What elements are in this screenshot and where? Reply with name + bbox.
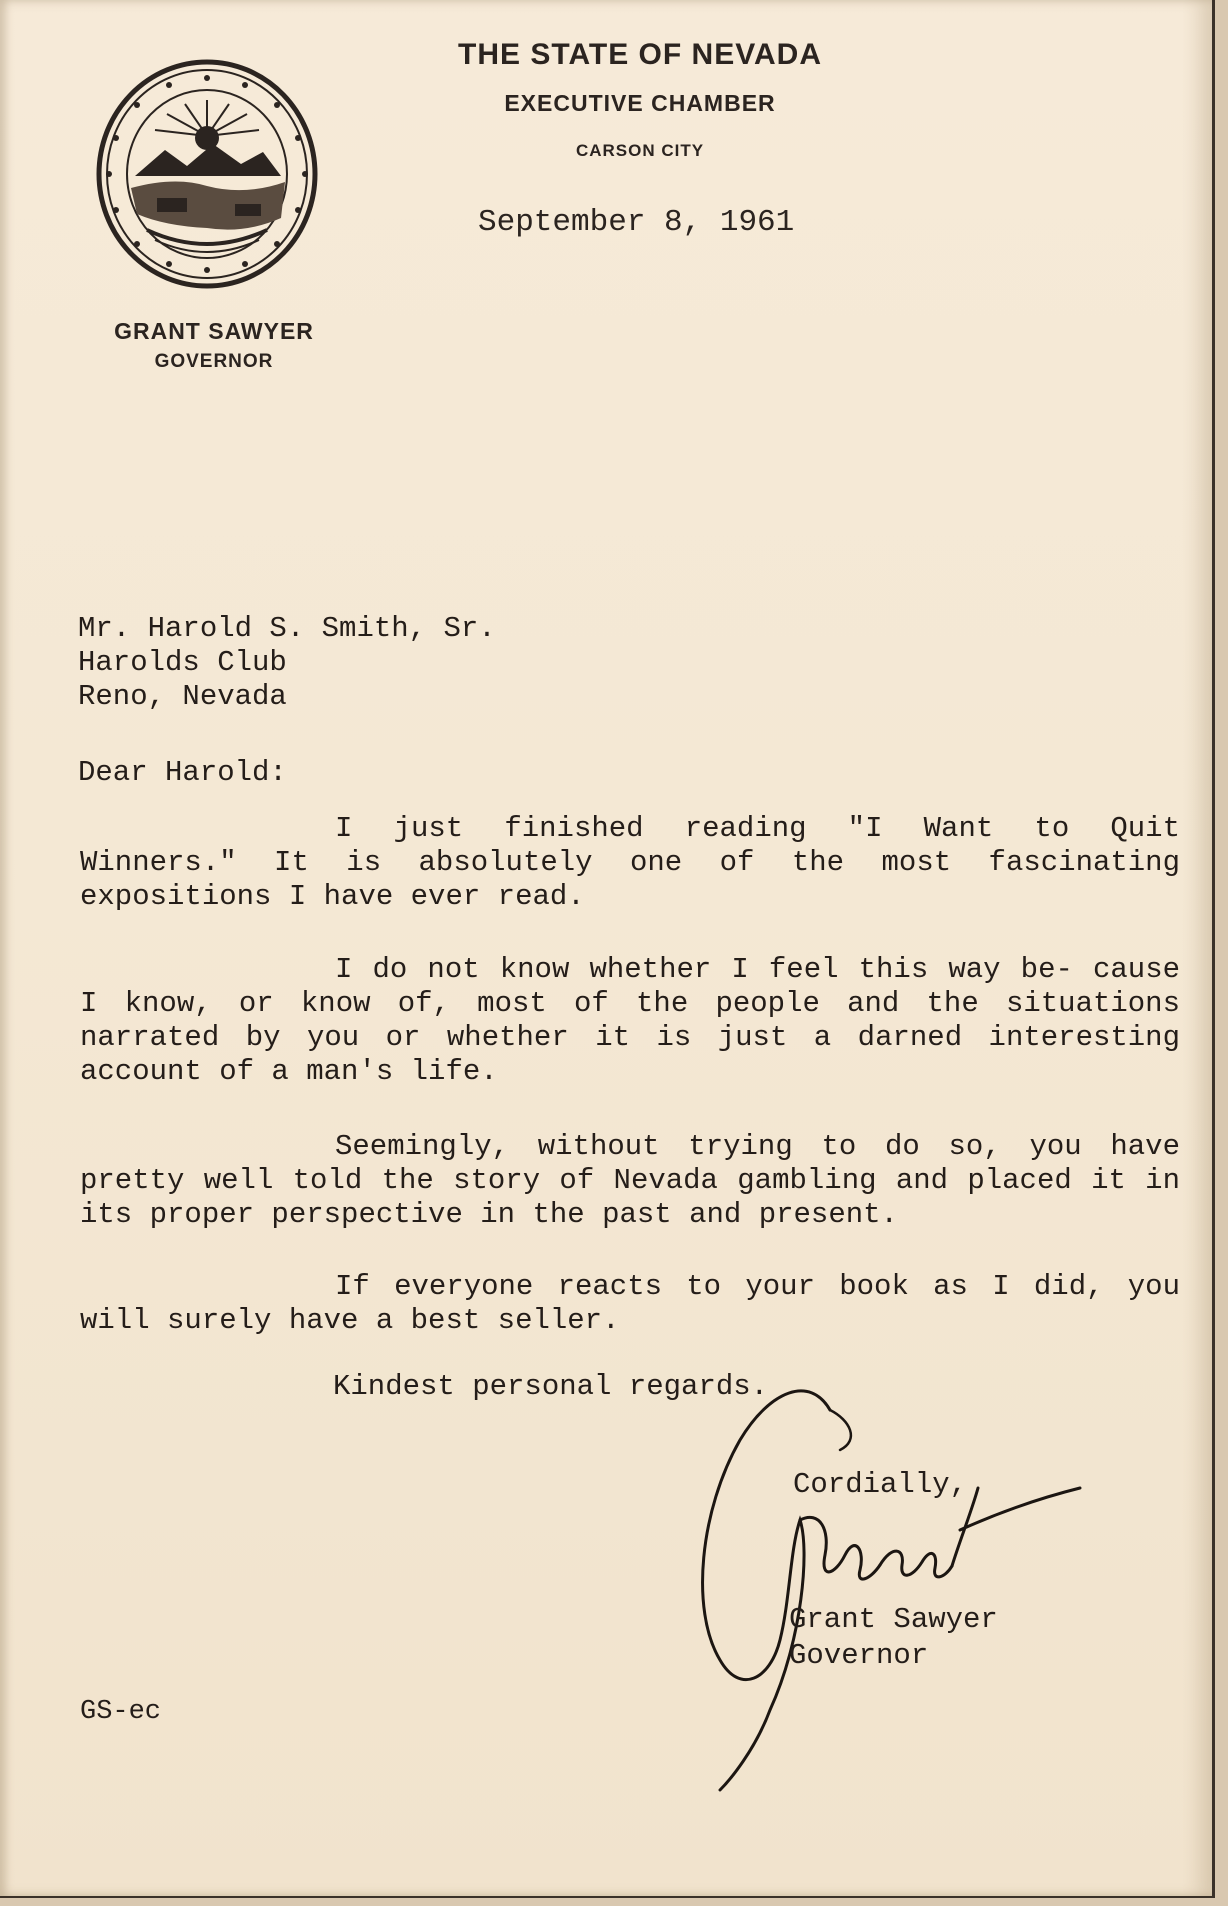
signer-title: Governor bbox=[789, 1639, 929, 1672]
regards-line: Kindest personal regards. bbox=[333, 1370, 769, 1403]
body-paragraph-3-text: Seemingly, without trying to do so, you have pretty well told the story of Nevada gambling and placed it in its proper perspective in the past and present. bbox=[80, 1130, 1180, 1231]
typist-initials: GS-ec bbox=[80, 1697, 162, 1727]
salutation: Dear Harold: bbox=[78, 756, 287, 789]
recipient-address bbox=[78, 612, 496, 714]
body-paragraph-2 bbox=[80, 953, 1180, 1089]
signer-name: Grant Sawyer bbox=[789, 1603, 998, 1636]
letterhead-city: CARSON CITY bbox=[575, 141, 705, 160]
signature-image bbox=[660, 1380, 1100, 1800]
governor-title: GOVERNOR bbox=[154, 351, 274, 372]
body-paragraph-1-text: I just finished reading "I Want to Quit Winners." It is absolutely one of the most fascinating expositions I have ever read. bbox=[80, 812, 1180, 913]
body-paragraph-2-text: I do not know whether I feel this way be- cause I know, or know of, most of the people and the situations narrated by you or whether it is just a darned interesting account of a man's life. bbox=[80, 953, 1180, 1088]
letter-date: September 8, 1961 bbox=[478, 205, 795, 240]
body-paragraph-3 bbox=[80, 1130, 1180, 1232]
recipient-line-1: Mr. Harold S. Smith, Sr. bbox=[78, 612, 496, 645]
body-paragraph-4 bbox=[80, 1270, 1180, 1338]
governor-name: GRANT SAWYER bbox=[114, 318, 314, 344]
state-seal-icon bbox=[95, 58, 319, 290]
governor-header bbox=[84, 318, 344, 373]
body-paragraph-1 bbox=[80, 812, 1180, 914]
signer-block bbox=[789, 1602, 998, 1674]
letterhead-state: THE STATE OF NEVADA bbox=[458, 38, 822, 71]
closing: Cordially, bbox=[793, 1468, 968, 1501]
recipient-line-2: Harolds Club bbox=[78, 646, 287, 679]
page-edge-shade bbox=[1182, 0, 1212, 1896]
recipient-line-3: Reno, Nevada bbox=[78, 680, 287, 713]
letterhead bbox=[360, 30, 920, 161]
letterhead-chamber: EXECUTIVE CHAMBER bbox=[504, 90, 776, 116]
body-paragraph-4-text: If everyone reacts to your book as I did, you will surely have a best seller. bbox=[80, 1270, 1180, 1337]
